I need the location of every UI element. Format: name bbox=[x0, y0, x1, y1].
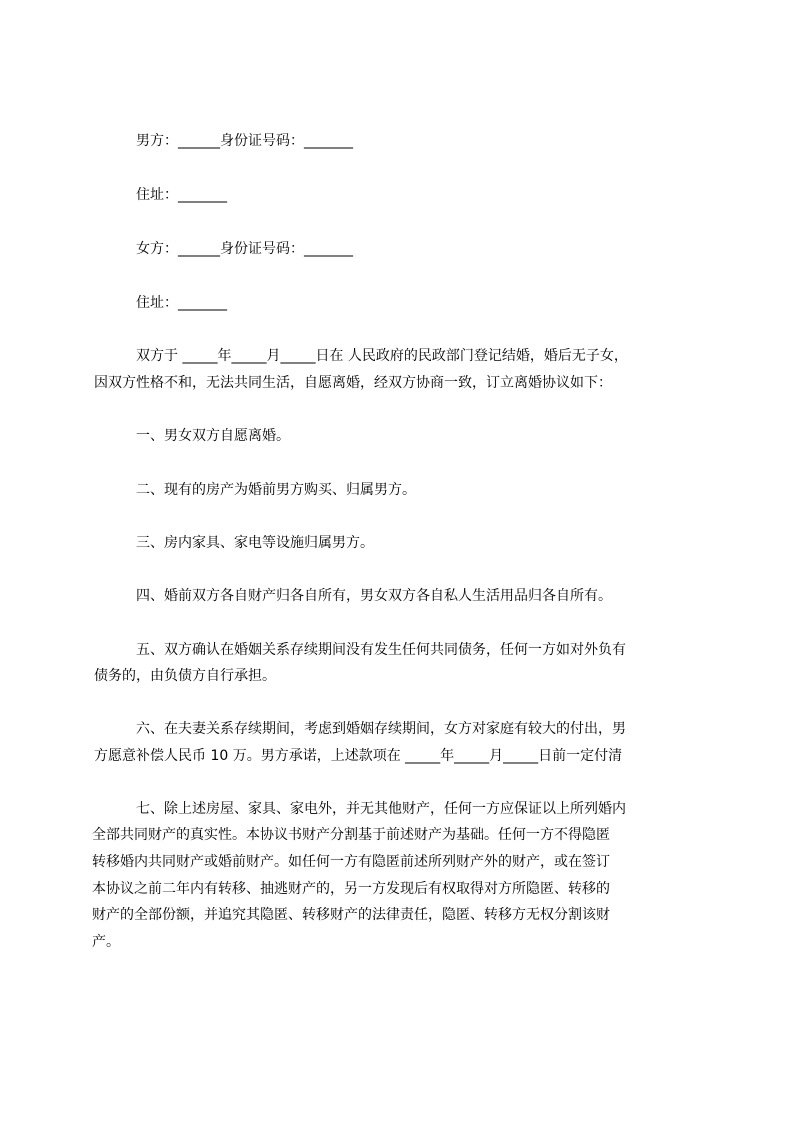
clause-7-line: 本协议之前二年内有转移、抽逃财产的，另一方发现后有权取得对方所隐匿、转移的 bbox=[92, 881, 610, 897]
clause-3: 三、房内家具、家电等设施归属男方。 bbox=[136, 535, 374, 551]
woman-id-line: 女方：______身份证号码：_______ bbox=[136, 241, 353, 257]
clause-7-line: 财产的全部份额，并追究其隐匿、转移财产的法律责任，隐匿、转移方无权分割该财 bbox=[92, 907, 610, 923]
clause-7-line: 全部共同财产的真实性。本协议书财产分割基于前述财产为基础。任何一方不得隐匿 bbox=[92, 827, 610, 843]
clause-5-line: 五、双方确认在婚姻关系存续期间没有发生任何共同债务，任何一方如对外负有 bbox=[136, 642, 626, 658]
man-id-line: 男方：______身份证号码：_______ bbox=[136, 133, 353, 149]
man-address-line: 住址：_______ bbox=[136, 187, 227, 203]
clause-5-line: 债务的，由负债方自行承担。 bbox=[94, 668, 276, 684]
clause-1: 一、男女双方自愿离婚。 bbox=[136, 428, 290, 444]
clause-6-line: 六、在夫妻关系存续期间，考虑到婚姻存续期间，女方对家庭有较大的付出，男 bbox=[136, 721, 626, 737]
woman-address-line: 住址：_______ bbox=[136, 295, 227, 311]
clause-4: 四、婚前双方各自财产归各自所有，男女双方各自私人生活用品归各自所有。 bbox=[136, 588, 612, 604]
clause-7-line: 转移婚内共同财产或婚前财产。如任何一方有隐匿前述所列财产外的财产，或在签订 bbox=[92, 854, 610, 870]
clause-2: 二、现有的房产为婚前男方购买、归属男方。 bbox=[136, 482, 416, 498]
intro-line: 双方于 _____年_____月_____日在 人民政府的民政部门登记结婚，婚后无子女， bbox=[136, 348, 628, 364]
clause-7-line: 产。 bbox=[92, 934, 120, 950]
clause-6-line: 方愿意补偿人民币 10 万。男方承诺，上述款项在 _____年_____月_____日前一定付清 bbox=[94, 748, 623, 764]
intro-line: 因双方性格不和，无法共同生活，自愿离婚，经双方协商一致，订立离婚协议如下： bbox=[94, 375, 612, 391]
clause-7-line: 七、除上述房屋、家具、家电外，并无其他财产，任何一方应保证以上所列婚内 bbox=[136, 801, 626, 817]
